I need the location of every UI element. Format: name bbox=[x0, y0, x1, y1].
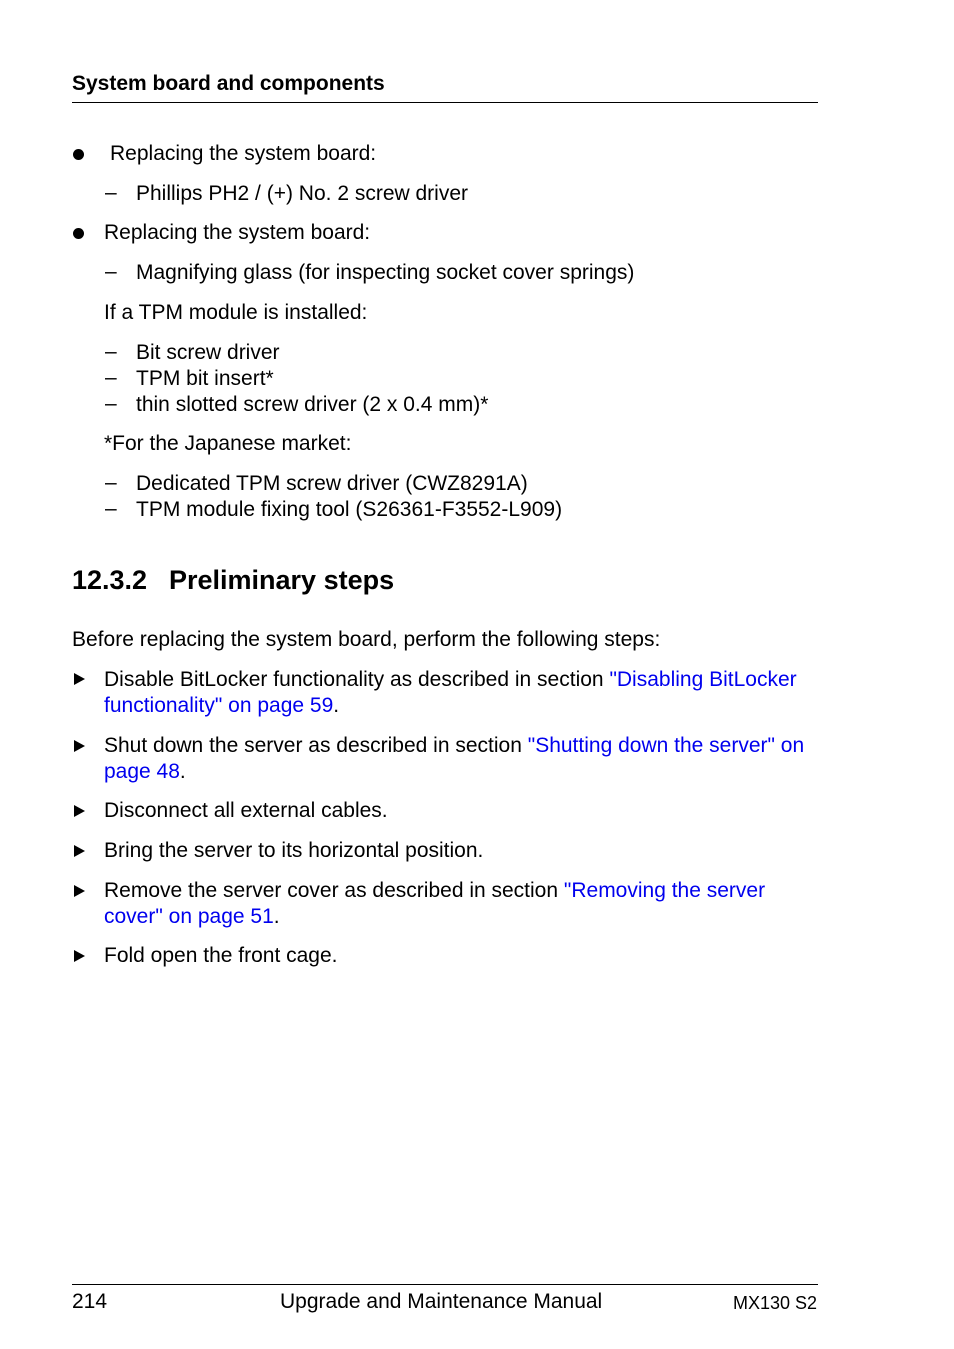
japan-note: *For the Japanese market: bbox=[104, 432, 352, 455]
tpm-sub-item: thin slotted screw driver (2 x 0.4 mm)* bbox=[136, 393, 489, 416]
step-item: Disconnect all external cables. bbox=[104, 799, 388, 822]
tool-item-label: Replacing the system board: bbox=[104, 221, 371, 244]
footer-rule bbox=[72, 1284, 818, 1285]
step-item-cont: page 48. bbox=[104, 760, 186, 783]
step-arrow-icon bbox=[74, 845, 85, 857]
link-disabling-bitlocker[interactable]: "Disabling BitLocker bbox=[609, 668, 797, 691]
running-header: System board and components bbox=[72, 72, 385, 95]
step-item-cont: functionality" on page 59. bbox=[104, 694, 340, 717]
step-arrow-icon bbox=[74, 740, 85, 752]
tool-item-label: Replacing the system board: bbox=[110, 142, 377, 165]
step-item: Bring the server to its horizontal position. bbox=[104, 839, 484, 862]
step-item-cont: cover" on page 51. bbox=[104, 905, 280, 928]
tpm-sub-item: TPM bit insert* bbox=[136, 367, 274, 390]
step-arrow-icon bbox=[74, 673, 85, 685]
step-arrow-icon bbox=[74, 950, 85, 962]
dash-marker: – bbox=[105, 471, 117, 494]
step-item: Fold open the front cage. bbox=[104, 944, 338, 967]
link-disabling-bitlocker-page[interactable]: functionality" on page 59 bbox=[104, 694, 334, 717]
dash-marker: – bbox=[105, 260, 117, 283]
header-rule bbox=[72, 102, 818, 103]
dash-marker: – bbox=[105, 181, 117, 204]
bullet-dot-icon bbox=[73, 149, 84, 160]
japan-sub-item: Dedicated TPM screw driver (CWZ8291A) bbox=[136, 472, 528, 495]
bullet-dot-icon bbox=[73, 228, 84, 239]
tool-sub-item: Magnifying glass (for inspecting socket cover springs) bbox=[136, 261, 635, 284]
link-removing-cover[interactable]: "Removing the server bbox=[563, 879, 766, 902]
dash-marker: – bbox=[105, 366, 117, 389]
step-arrow-icon bbox=[74, 805, 85, 817]
link-shutting-down[interactable]: "Shutting down the server" on bbox=[527, 734, 805, 757]
section-heading bbox=[72, 565, 394, 596]
section-intro: Before replacing the system board, perform the following steps: bbox=[72, 628, 661, 651]
manual-title: Upgrade and Maintenance Manual bbox=[280, 1290, 603, 1313]
tool-sub-item: Phillips PH2 / (+) No. 2 screw driver bbox=[136, 182, 469, 205]
dash-marker: – bbox=[105, 392, 117, 415]
step-item: Shut down the server as described in section "Shutting down the server" on bbox=[104, 734, 805, 757]
page-number: 214 bbox=[72, 1290, 108, 1313]
dash-marker: – bbox=[105, 497, 117, 520]
japan-sub-item: TPM module fixing tool (S26361-F3552-L909) bbox=[136, 498, 563, 521]
model-name: MX130 S2 bbox=[733, 1293, 818, 1313]
dash-marker: – bbox=[105, 340, 117, 363]
step-arrow-icon bbox=[74, 885, 85, 897]
tpm-sub-item: Bit screw driver bbox=[136, 341, 280, 364]
step-item: Remove the server cover as described in section "Removing the server bbox=[104, 879, 766, 902]
link-shutting-down-page[interactable]: page 48 bbox=[104, 760, 180, 783]
tpm-note: If a TPM module is installed: bbox=[104, 301, 368, 324]
link-removing-cover-page[interactable]: cover" on page 51 bbox=[104, 905, 274, 928]
step-item: Disable BitLocker functionality as described in section "Disabling BitLocker bbox=[104, 668, 797, 691]
section-title: Preliminary steps bbox=[169, 565, 395, 595]
section-number: 12.3.2 bbox=[72, 565, 148, 595]
